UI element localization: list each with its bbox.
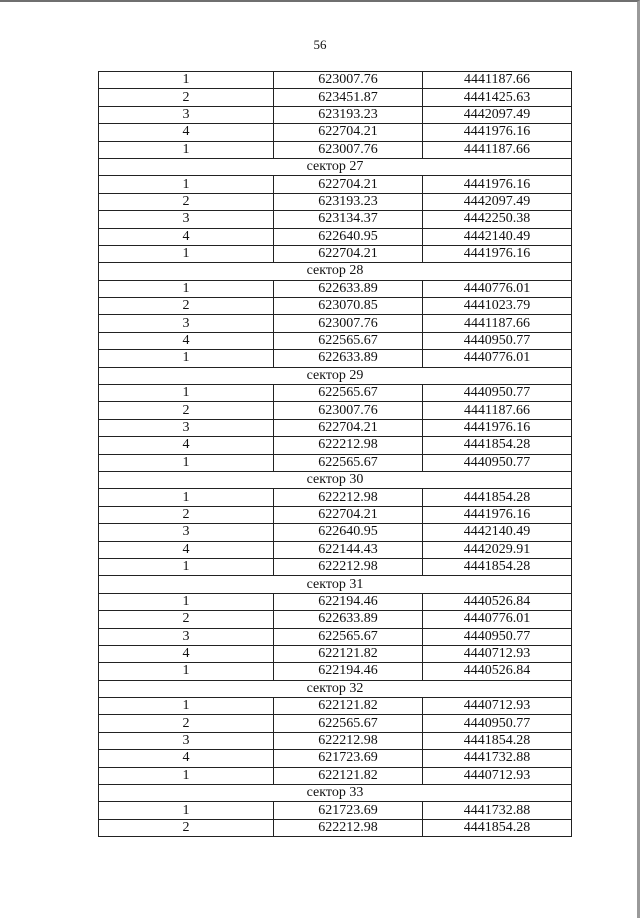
table-row xyxy=(99,645,572,662)
x-coordinate-cell: 623134.37 xyxy=(274,211,423,228)
y-coordinate-cell: 4441854.28 xyxy=(423,819,572,836)
y-coordinate-cell: 4440950.77 xyxy=(423,332,572,349)
point-number-cell: 3 xyxy=(99,106,274,123)
x-coordinate-cell: 622565.67 xyxy=(274,385,423,402)
table-row xyxy=(99,715,572,732)
table-row xyxy=(99,628,572,645)
table-row xyxy=(99,506,572,523)
x-coordinate-cell: 622121.82 xyxy=(274,767,423,784)
sector-header-row xyxy=(99,158,572,175)
point-number-cell: 1 xyxy=(99,558,274,575)
point-number-cell: 1 xyxy=(99,385,274,402)
y-coordinate-cell: 4442097.49 xyxy=(423,106,572,123)
sector-label: сектор 31 xyxy=(99,576,572,593)
point-number-cell: 1 xyxy=(99,593,274,610)
x-coordinate-cell: 622565.67 xyxy=(274,454,423,471)
table-row xyxy=(99,245,572,262)
x-coordinate-cell: 622194.46 xyxy=(274,663,423,680)
point-number-cell: 3 xyxy=(99,211,274,228)
y-coordinate-cell: 4442097.49 xyxy=(423,193,572,210)
point-number-cell: 1 xyxy=(99,245,274,262)
point-number-cell: 1 xyxy=(99,141,274,158)
point-number-cell: 1 xyxy=(99,663,274,680)
y-coordinate-cell: 4441732.88 xyxy=(423,802,572,819)
x-coordinate-cell: 623007.76 xyxy=(274,402,423,419)
sector-header-row xyxy=(99,785,572,802)
x-coordinate-cell: 623070.85 xyxy=(274,298,423,315)
point-number-cell: 4 xyxy=(99,750,274,767)
point-number-cell: 1 xyxy=(99,698,274,715)
table-row xyxy=(99,385,572,402)
point-number-cell: 1 xyxy=(99,802,274,819)
table-row xyxy=(99,611,572,628)
point-number-cell: 4 xyxy=(99,228,274,245)
point-number-cell: 1 xyxy=(99,280,274,297)
point-number-cell: 4 xyxy=(99,541,274,558)
x-coordinate-cell: 622640.95 xyxy=(274,228,423,245)
table-row xyxy=(99,558,572,575)
table-row xyxy=(99,593,572,610)
x-coordinate-cell: 622194.46 xyxy=(274,593,423,610)
sector-label: сектор 27 xyxy=(99,158,572,175)
table-row xyxy=(99,141,572,158)
x-coordinate-cell: 622121.82 xyxy=(274,698,423,715)
point-number-cell: 1 xyxy=(99,767,274,784)
x-coordinate-cell: 622212.98 xyxy=(274,558,423,575)
y-coordinate-cell: 4441976.16 xyxy=(423,176,572,193)
x-coordinate-cell: 623007.76 xyxy=(274,315,423,332)
table-row xyxy=(99,89,572,106)
y-coordinate-cell: 4440526.84 xyxy=(423,593,572,610)
point-number-cell: 2 xyxy=(99,506,274,523)
sector-label: сектор 28 xyxy=(99,263,572,280)
table-row xyxy=(99,176,572,193)
y-coordinate-cell: 4441187.66 xyxy=(423,402,572,419)
x-coordinate-cell: 623007.76 xyxy=(274,141,423,158)
point-number-cell: 2 xyxy=(99,819,274,836)
table-row xyxy=(99,524,572,541)
y-coordinate-cell: 4441976.16 xyxy=(423,506,572,523)
x-coordinate-cell: 622704.21 xyxy=(274,176,423,193)
table-row xyxy=(99,228,572,245)
y-coordinate-cell: 4441854.28 xyxy=(423,489,572,506)
sector-label: сектор 30 xyxy=(99,471,572,488)
y-coordinate-cell: 4440712.93 xyxy=(423,767,572,784)
point-number-cell: 3 xyxy=(99,419,274,436)
sector-label: сектор 29 xyxy=(99,367,572,384)
table-row xyxy=(99,419,572,436)
y-coordinate-cell: 4441854.28 xyxy=(423,558,572,575)
y-coordinate-cell: 4440950.77 xyxy=(423,385,572,402)
x-coordinate-cell: 622212.98 xyxy=(274,489,423,506)
table-row xyxy=(99,732,572,749)
y-coordinate-cell: 4441425.63 xyxy=(423,89,572,106)
y-coordinate-cell: 4441976.16 xyxy=(423,419,572,436)
point-number-cell: 2 xyxy=(99,715,274,732)
point-number-cell: 2 xyxy=(99,89,274,106)
x-coordinate-cell: 623193.23 xyxy=(274,106,423,123)
y-coordinate-cell: 4441187.66 xyxy=(423,72,572,89)
x-coordinate-cell: 622144.43 xyxy=(274,541,423,558)
x-coordinate-cell: 622704.21 xyxy=(274,245,423,262)
y-coordinate-cell: 4440776.01 xyxy=(423,611,572,628)
x-coordinate-cell: 622633.89 xyxy=(274,611,423,628)
point-number-cell: 2 xyxy=(99,298,274,315)
point-number-cell: 4 xyxy=(99,332,274,349)
x-coordinate-cell: 622212.98 xyxy=(274,732,423,749)
table-row xyxy=(99,402,572,419)
table-row xyxy=(99,454,572,471)
x-coordinate-cell: 622633.89 xyxy=(274,350,423,367)
y-coordinate-cell: 4442250.38 xyxy=(423,211,572,228)
point-number-cell: 3 xyxy=(99,628,274,645)
table-row xyxy=(99,211,572,228)
y-coordinate-cell: 4441854.28 xyxy=(423,437,572,454)
y-coordinate-cell: 4440950.77 xyxy=(423,715,572,732)
x-coordinate-cell: 622121.82 xyxy=(274,645,423,662)
sector-header-row xyxy=(99,367,572,384)
sector-header-row xyxy=(99,680,572,697)
y-coordinate-cell: 4442140.49 xyxy=(423,524,572,541)
coordinates-table xyxy=(98,71,572,837)
table-row xyxy=(99,750,572,767)
y-coordinate-cell: 4440712.93 xyxy=(423,645,572,662)
table-row xyxy=(99,315,572,332)
y-coordinate-cell: 4441854.28 xyxy=(423,732,572,749)
x-coordinate-cell: 622212.98 xyxy=(274,437,423,454)
table-row xyxy=(99,72,572,89)
x-coordinate-cell: 622633.89 xyxy=(274,280,423,297)
point-number-cell: 4 xyxy=(99,124,274,141)
sector-header-row xyxy=(99,576,572,593)
sector-header-row xyxy=(99,263,572,280)
table-row xyxy=(99,489,572,506)
y-coordinate-cell: 4440526.84 xyxy=(423,663,572,680)
sector-header-row xyxy=(99,471,572,488)
x-coordinate-cell: 621723.69 xyxy=(274,802,423,819)
table-row xyxy=(99,663,572,680)
table-row xyxy=(99,332,572,349)
point-number-cell: 4 xyxy=(99,437,274,454)
y-coordinate-cell: 4440776.01 xyxy=(423,280,572,297)
x-coordinate-cell: 623193.23 xyxy=(274,193,423,210)
point-number-cell: 3 xyxy=(99,315,274,332)
x-coordinate-cell: 623451.87 xyxy=(274,89,423,106)
table-row xyxy=(99,298,572,315)
y-coordinate-cell: 4442140.49 xyxy=(423,228,572,245)
x-coordinate-cell: 622640.95 xyxy=(274,524,423,541)
point-number-cell: 1 xyxy=(99,176,274,193)
sector-label: сектор 33 xyxy=(99,785,572,802)
point-number-cell: 3 xyxy=(99,732,274,749)
table-row xyxy=(99,541,572,558)
x-coordinate-cell: 622565.67 xyxy=(274,332,423,349)
point-number-cell: 2 xyxy=(99,193,274,210)
table-row xyxy=(99,698,572,715)
x-coordinate-cell: 623007.76 xyxy=(274,72,423,89)
table-row xyxy=(99,350,572,367)
y-coordinate-cell: 4440776.01 xyxy=(423,350,572,367)
table-row xyxy=(99,280,572,297)
y-coordinate-cell: 4441976.16 xyxy=(423,124,572,141)
x-coordinate-cell: 622704.21 xyxy=(274,419,423,436)
point-number-cell: 2 xyxy=(99,611,274,628)
point-number-cell: 1 xyxy=(99,350,274,367)
point-number-cell: 3 xyxy=(99,524,274,541)
x-coordinate-cell: 622704.21 xyxy=(274,506,423,523)
point-number-cell: 1 xyxy=(99,72,274,89)
x-coordinate-cell: 622212.98 xyxy=(274,819,423,836)
y-coordinate-cell: 4442029.91 xyxy=(423,541,572,558)
y-coordinate-cell: 4441187.66 xyxy=(423,315,572,332)
y-coordinate-cell: 4440950.77 xyxy=(423,628,572,645)
table-row xyxy=(99,124,572,141)
point-number-cell: 4 xyxy=(99,645,274,662)
page-number: 56 xyxy=(313,37,327,52)
x-coordinate-cell: 622704.21 xyxy=(274,124,423,141)
point-number-cell: 2 xyxy=(99,402,274,419)
x-coordinate-cell: 622565.67 xyxy=(274,715,423,732)
y-coordinate-cell: 4440712.93 xyxy=(423,698,572,715)
point-number-cell: 1 xyxy=(99,454,274,471)
table-row xyxy=(99,106,572,123)
point-number-cell: 1 xyxy=(99,489,274,506)
y-coordinate-cell: 4441023.79 xyxy=(423,298,572,315)
table-row xyxy=(99,767,572,784)
x-coordinate-cell: 622565.67 xyxy=(274,628,423,645)
table-row xyxy=(99,193,572,210)
table-row xyxy=(99,802,572,819)
x-coordinate-cell: 621723.69 xyxy=(274,750,423,767)
table-row xyxy=(99,819,572,836)
sector-label: сектор 32 xyxy=(99,680,572,697)
y-coordinate-cell: 4441187.66 xyxy=(423,141,572,158)
y-coordinate-cell: 4441976.16 xyxy=(423,245,572,262)
y-coordinate-cell: 4441732.88 xyxy=(423,750,572,767)
coordinates-table-body xyxy=(99,72,572,837)
y-coordinate-cell: 4440950.77 xyxy=(423,454,572,471)
table-row xyxy=(99,437,572,454)
